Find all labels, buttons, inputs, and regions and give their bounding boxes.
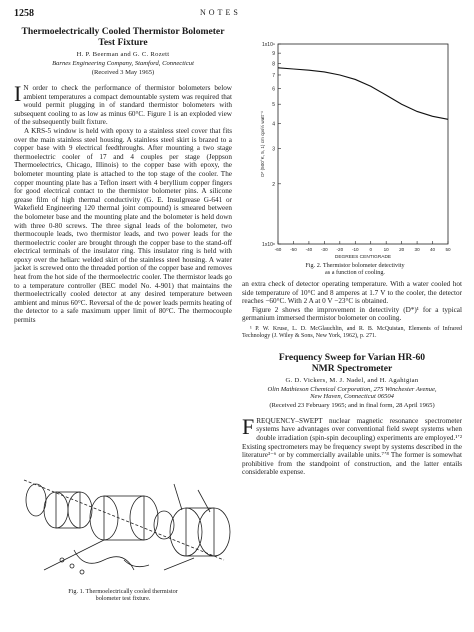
- article2: [242, 352, 462, 477]
- article2-affiliation: Olin Mathieson Chemical Corporation, 275 Winchester Avenue, New Haven, Connecticut 06504: [267, 385, 437, 400]
- article2-received: (Received 23 February 1965; and in final form, 28 April 1965): [269, 401, 435, 409]
- figure2-chart: [250, 38, 460, 270]
- x-tick-label: 20: [399, 247, 405, 252]
- plot-frame: [278, 44, 448, 244]
- article1-paragraph-1: I N order to check the performance of thermistor bolometers below ambient temperatures a compact demountable system was required that would permit plugging in of standard thermistor bolometers with subsequent cooling to as low as minus 60°C. Figure 1 is an exploded view of the subsequently built fixture.: [14, 81, 232, 127]
- x-tick-label: -50: [290, 247, 297, 252]
- right-column: [242, 280, 462, 477]
- x-tick-label: -20: [336, 247, 344, 252]
- x-tick-label: 30: [414, 247, 420, 252]
- x-tick-label: 0: [369, 247, 373, 252]
- x-tick-label: 50: [445, 247, 451, 252]
- y-axis-label: D* (500°K, 5, 1) cm cps½ watt⁻¹: [260, 111, 265, 177]
- article1-paragraph-2: A KRS-5 window is held with epoxy to a stainless steel cover that fits over the main stainless steel housing. A stainless steel skirt is brazed to a copper base with 9 electrical feedthroughs. After mounting a two stage thermoelectric cooler of 17 and 4 couples per stage (Jeppson Thermoelectrics, Chicago, Illinois) to the copper base with epoxy, the bolometer mounting plate is attached to the top stage of the cooler. The copper mounting plate has a Teflon insert with 4 beryllium copper fingers for good electrical contact to the thermistor bolometer pins. A silicone grease film of high thermal conductivity (G. E. Insulgrease G-641 or Wakefield Engineering 120 thermal joint compound) is smeared between the bolometer base and the mounting plate and the bolometer is held down with three 0-80 screws. The three signal leads of the bolometer, two thermocouple leads, two thermistor leads, and two power leads for the thermoelectric cooler are brought through the copper base to the stand-off electrical terminals of the insulator ring. This insulator ring is held with epoxy over the heliarc welded skirt of the stainless steel housing. A water jacket is screwed onto the threaded portion of the copper base and removes heat from the hot side of the thermoelectric cooler. The thermistor leads go to a temperature controller (BEC model No. 4-901) that maintains the thermoelectrically cooled detector at any desired temperature between ambient and minus 60°C. Reversal of the dc power leads permits heating of the detector to a safe maximum upper limit of 80°C. The thermocouple permits: [14, 126, 232, 325]
- page-number: 1258: [14, 8, 34, 19]
- x-axis-label: DEGREES CENTIGRADE: [334, 255, 392, 260]
- y-tick-label: 6: [272, 86, 275, 93]
- article2-dropcap: F: [242, 413, 255, 439]
- x-tick-label: -40: [305, 247, 313, 252]
- x-tick-label: 40: [429, 247, 436, 252]
- article1-authors: H. P. Beerman and G. C. Rozett: [76, 51, 170, 58]
- article1-dropcap: I: [14, 81, 22, 106]
- x-tick-label: -30: [321, 247, 328, 252]
- fig1-window: [26, 484, 46, 516]
- y-tick-label: 9: [272, 51, 275, 58]
- article2-paragraph-1: FREQUENCY–SWEPT nuclear magnetic resonance spectrometer systems have advantages over conventional field swept systems when double irradiation (spin-spin decoupling) experiments are employed.¹ʼ² Existing spectrometers may be frequency swept by systems described in the literature³⁻⁶ or by commercially available units.⁷ʼ⁸ The former is somewhat prohibitive from the standpoint of construction, and the latter entails considerable expense.: [242, 413, 462, 477]
- y-tick-label: 7: [272, 72, 275, 79]
- article2-title: Frequency Sweep for Varian HR-60 NMR Spectrometer: [278, 351, 426, 374]
- figure1-caption: Fig. 1. Thermoelectrically cooled thermistor bolometer test fixture.: [68, 588, 178, 603]
- x-tick-label: -60: [274, 247, 282, 252]
- article1-paragraph-3: an extra check of detector operating temperature. With a water cooled hot side temperature of 10°C and 8 amperes at 1.7 V to the cooler, the detector reaches −60°C. With 2 A at 0 V −23°C is obtained.: [242, 280, 462, 306]
- y-tick-label: 4: [272, 121, 275, 128]
- y-tick-label: 1x10⁸: [262, 242, 275, 248]
- article1-received: (Received 3 May 1965): [91, 69, 155, 76]
- article1-title: Thermoelectrically Cooled Thermistor Bolometer Test Fixture: [21, 26, 225, 48]
- figure1-drawing: [14, 470, 232, 588]
- y-tick-label: 8: [272, 61, 275, 68]
- y-tick-label: 2: [272, 181, 275, 188]
- x-tick-label: -10: [351, 247, 359, 252]
- article1-affiliation: Barnes Engineering Company, Stamford, Connecticut: [52, 60, 194, 67]
- y-tick-label: 5: [272, 102, 275, 109]
- y-tick-label: 1x10⁹: [262, 42, 275, 48]
- x-tick-label: 10: [383, 247, 389, 252]
- running-title: NOTES: [200, 8, 241, 17]
- article2-authors: G. D. Vickers, M. J. Nadel, and H. Agahigian: [285, 376, 419, 384]
- figure2-caption: Fig. 2. Thermistor bolometer detectivity as a function of cooling.: [305, 262, 405, 277]
- detectivity-curve: [278, 68, 448, 120]
- article1-footnote: ¹ P. W. Kruse, L. D. McGlauchlin, and R. B. McQuistan, Elements of Infrared Technology (J. Wiley & Sons, New York, 1962), p. 271.: [242, 325, 462, 340]
- article1-paragraph-4: Figure 2 shows the improvement in detectivity (D*)¹ for a typical germanium immersed thermistor bolometer on cooling.: [242, 305, 462, 323]
- y-tick-label: 3: [272, 146, 275, 153]
- left-column: [14, 26, 232, 325]
